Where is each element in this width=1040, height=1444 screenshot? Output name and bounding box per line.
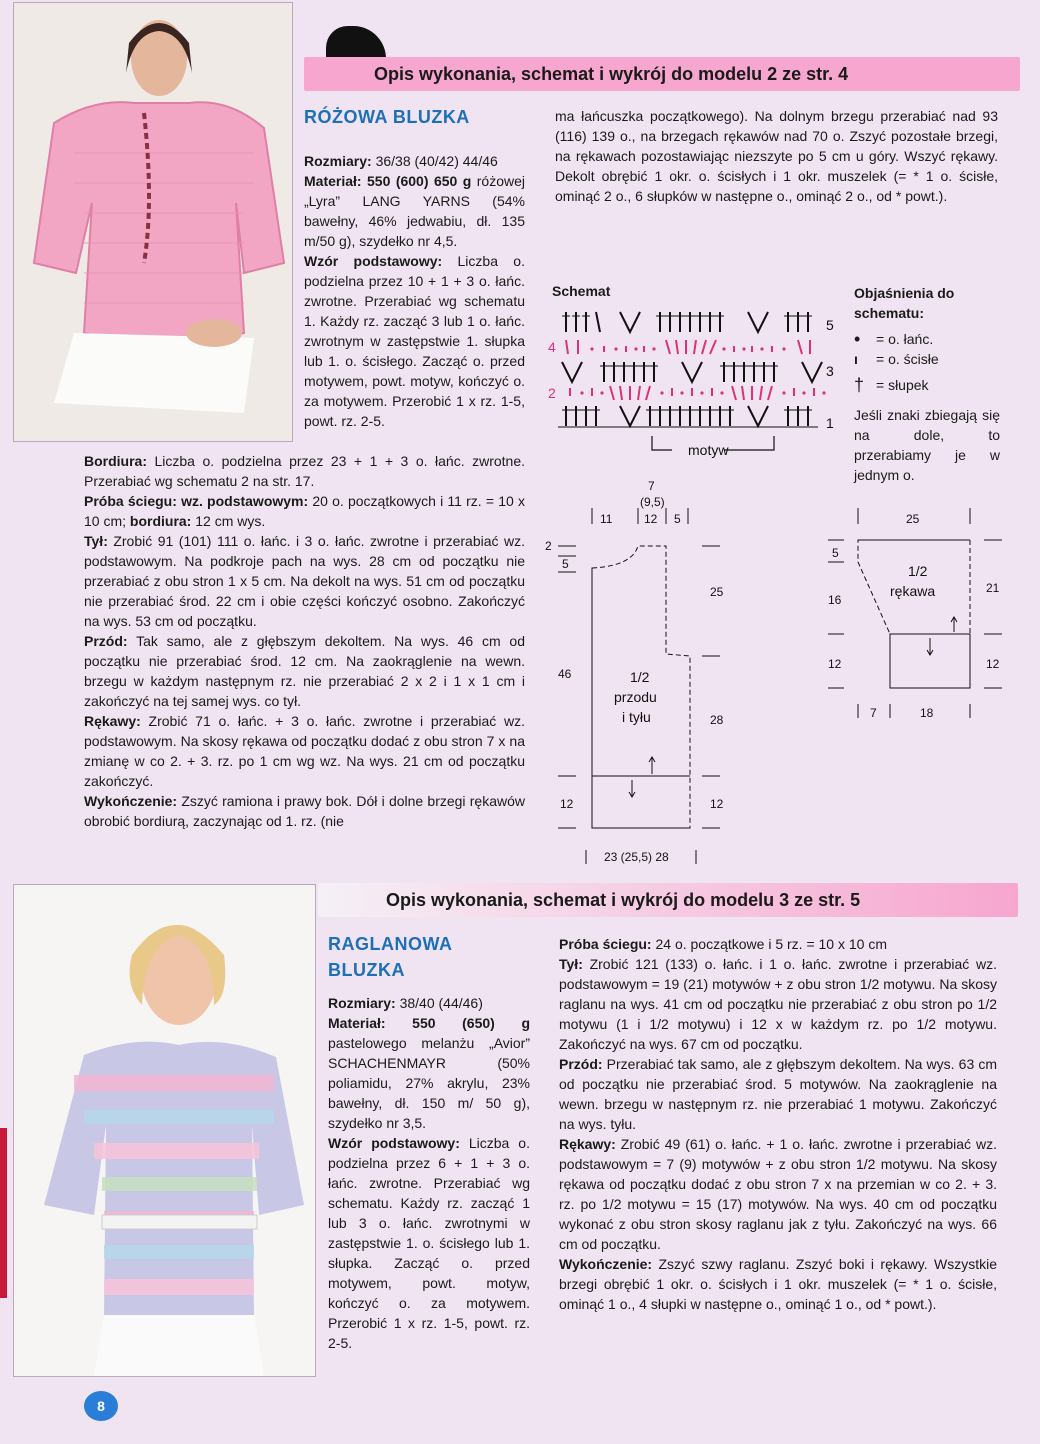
body-dim-11: 11 — [600, 512, 613, 526]
body-dim-28: 28 — [710, 713, 724, 727]
spec2-pattern: Wzór podstawowy: Liczba o. podzielna przez 6 + 1 + 3 o. łańc. zwrotne. Przerabiać wg schematu. Każdy rz. zacząć 1 lub 3 o. łańc. zwrotnymi w zastępstwie 1. o. ścisłego lub 1. słupka. Zacząć o. przed motywem, powt. motyw, kończyć o. za motywem. Przerobić 1 x rz. 1-5, powt. rz. 2-5. — [328, 1135, 530, 1351]
section1-col1-wide-text — [84, 451, 525, 831]
body-dim-left-5: 5 — [562, 557, 569, 571]
body-dim-5: 5 — [674, 512, 681, 526]
chart-row-5 — [562, 312, 812, 332]
body-pattern-diagram — [540, 478, 740, 868]
motyw-label: motyw — [688, 442, 729, 458]
sleeve-pattern-diagram — [820, 504, 1010, 724]
spec2-front: Przód: Przerabiać tak samo, ale z głębszym dekoltem. Na wys. 63 cm od początku nie przerabiać środ. 5 motywów. Na zaokrąglenie na wewn. brzegu w następnym rz. nie przerabiać 1 motywu. Zakończyć na wys. tyłu. — [559, 1056, 997, 1132]
section2-col2-text — [559, 934, 997, 1314]
spec2-gauge: Próba ściegu: 24 o. początkowe i 5 rz. = 10 x 10 cm — [559, 936, 887, 952]
body-label-1: 1/2 — [630, 669, 650, 685]
chart-row-2-dots — [580, 391, 825, 394]
page-number: 8 — [84, 1391, 118, 1421]
row-number-3: 3 — [826, 363, 834, 379]
single-crochet-icon: ı — [854, 351, 858, 367]
body-dim-bottom: 23 (25,5) 28 — [604, 850, 669, 864]
spec-pattern: Wzór podstawowy: Liczba o. podzielna przez 10 + 1 + 3 o. łańc. zwrotne. Przerabiać wg schematu 1. Każdy rz. zacząć 3 lub 1 o. łańc. zwrotnym w zastępstwie 1. słupka lub 1. o. ścisłego. Zacząć o. przed motywem, powt. motyw, kończyć o. za motywem. Przerobić 1 x rz. 1-5, powt. rz. 2-5. — [304, 253, 525, 429]
section1-col1-text — [304, 151, 525, 431]
section1-title: RÓŻOWA BLUZKA — [304, 107, 470, 127]
body-dim-46: 46 — [558, 667, 572, 681]
row-number-1: 1 — [826, 415, 834, 431]
chart-legend — [854, 283, 1004, 485]
spec2-finishing: Wykończenie: Zszyć szwy raglanu. Zszyć boki i rękawy. Wszystkie brzegi obrębić 1 okr. o. ścisłych i 1 okr. muszelek (= * 1 o. ścisłe, ominąć 1 o., 4 słupki w następne o., ominąć 1 o., od * powt.). — [559, 1256, 997, 1312]
section2-col1-text — [328, 993, 530, 1353]
legend-item-chain: • = o. łańc. — [854, 329, 934, 349]
sleeve-label-2: rękawa — [890, 583, 936, 599]
legend-title: Objaśnienia do schematu: — [854, 285, 955, 321]
model-photo-pink-blouse — [13, 2, 293, 442]
spec2-back: Tył: Zrobić 121 (133) o. łańc. i 1 o. łańc. zwrotne i przerabiać wz. podstawowym = 19 (21) motywów + z obu stron 1/2 motywu. Na skosy raglanu na wys. 41 cm od początku nie przerabiać z obu stron po 1/2 motywu (1 i 1/2 motywu) i 12 x w każdym rz. po 1/2 motywu. Zakończyć na wys. 67 cm od początku. — [559, 956, 997, 1052]
sleeve-label-1: 1/2 — [908, 563, 928, 579]
legend-note: Jeśli znaki zbiegają się na dole, to przerabiamy je w jednym o. — [854, 407, 1000, 483]
model-photo-raglan-blouse — [13, 884, 316, 1377]
section2-banner: Opis wykonania, schemat i wykrój do modelu 3 ze str. 5 — [318, 883, 1018, 917]
legend-item-dc: † = słupek — [854, 375, 929, 395]
double-crochet-icon: † — [854, 375, 865, 395]
sleeve-dim-16: 16 — [828, 593, 842, 607]
body-dim-9-5: (9,5) — [640, 495, 665, 509]
spec-gauge: Próba ściegu: wz. podstawowym: 20 o. początkowych i 11 rz. = 10 x 10 cm; bordiura: 12 cm wys. — [84, 493, 525, 529]
body-dim-12: 12 — [644, 512, 658, 526]
spec-material: Materiał: 550 (600) 650 g różowej „Lyra” LANG YARNS (54% bawełny, 46% jedwabiu, dł. 135 m/50 g), szydełko nr 4,5. — [304, 173, 525, 249]
body-dim-2: 2 — [545, 539, 552, 553]
chart-row-1 — [558, 406, 818, 427]
chart-row-2 — [570, 386, 814, 400]
sleeve-dim-21: 21 — [986, 581, 1000, 595]
chart-row-4-dots — [590, 347, 785, 350]
sleeve-dim-right-12: 12 — [986, 657, 1000, 671]
crochet-chart — [548, 300, 848, 465]
row-number-2: 2 — [548, 385, 556, 401]
spec-sleeves: Rękawy: Zrobić 71 o. łańc. + 3 o. łańc. zwrotne i przerabiać wz. podstawowym. Na skosy rękawa od początku dodać z obu stron 7 x na zmianę w co 2. + 3. rz. po 1 cm wg wz. Na wys. 21 cm od początku zakończyć. — [84, 713, 525, 789]
spec-sizes: Rozmiary: 36/38 (40/42) 44/46 — [304, 153, 498, 169]
schemat-label: Schemat — [552, 283, 611, 299]
sleeve-dim-7: 7 — [870, 706, 877, 720]
spec-finishing: Wykończenie: Zszyć ramiona i prawy bok. Dół i dolne brzegi rękawów obrobić bordiurą, zaczynając od 1. rz. (nie — [84, 793, 525, 829]
chart-row-3 — [562, 362, 822, 382]
spec2-sleeves: Rękawy: Zrobić 49 (61) o. łańc. + 1 o. łańc. zwrotne i przerabiać wz. podstawowym = 7 (9) motywów + z obu stron 1/2 motywu. Na skosy rękawa od początku dodać z obu stron 7 x na przemian w co 2. + 3. rz. po 1/2 motywu = 15 (17) motywów. Na wys. 40 cm od początku wykonać z obu stron skosy raglanu jak z tyłu. Zakończyć na wys. 66 cm od początku. — [559, 1136, 997, 1252]
body-label-2: przodu — [614, 689, 657, 705]
spec2-sizes: Rozmiary: 38/40 (44/46) — [328, 995, 483, 1011]
left-edge-bar — [0, 1128, 7, 1298]
row-number-5: 5 — [826, 317, 834, 333]
chart-row-4 — [566, 340, 810, 354]
sleeve-dim-5: 5 — [832, 546, 839, 560]
sleeve-dim-25: 25 — [906, 512, 920, 526]
body-dim-right-12: 12 — [710, 797, 724, 811]
legend-item-sc: ı = o. ścisłe — [854, 351, 939, 367]
sleeve-dim-left-12: 12 — [828, 657, 842, 671]
row-number-4: 4 — [548, 339, 556, 355]
spec-border: Bordiura: Liczba o. podzielna przez 23 + 1 + 3 o. łańc. zwrotne. Przerabiać wg schematu 2 na str. 17. — [84, 453, 525, 489]
sleeve-dim-18: 18 — [920, 706, 934, 720]
section1-banner: Opis wykonania, schemat i wykrój do modelu 2 ze str. 4 — [304, 57, 1020, 91]
spec-back: Tył: Zrobić 91 (101) 111 o. łańc. i 3 o. łańc. zwrotne i przerabiać wz. podstawowym. Na podkroje pach na wys. 28 cm od początku nie przerabiać z obu stron 1 x 5 cm. Na dekolt na wys. 51 cm od początku nie przerabiać środ. 22 cm i obie części kończyć osobno. Zakończyć na wys. 53 cm od początku. — [84, 533, 525, 629]
spec-front: Przód: Tak samo, ale z głębszym dekoltem. Na wys. 46 cm od początku nie przerabiać środ. 12 cm. Na zaokrąglenie na wewn. brzegu w każdym następnym rz. nie przerabiać 2 x 2 i 1 x 1 cm i zakończyć na tej samej wys. co tył. — [84, 633, 525, 709]
section2-title: RAGLANOWA BLUZKA — [328, 934, 453, 980]
section1-col2-text: ma łańcuszka początkowego). Na dolnym brzegu przerabiać nad 93 (116) 139 o., na brzegach rękawów nad 70 o. Zszyć pozostałe brzegi, na rękawach pozostawiając niezszyte po 5 cm u góry. Wszyć rękawy. Dekolt obrębić 1 okr. o. ścisłych i 1 okr. muszelek (= * 1 o. ścisłe, ominąć 2 o., 6 słupków w następne o., ominąć 2 o., od * powt.). — [555, 108, 998, 204]
spec2-material: Materiał: 550 (650) g pastelowego melanżu „Avior” SCHACHENMAYR (50% poliamidu, 27% akrylu, 23% bawełny, dł. 150 m/ 50 g), szydełko nr 3,5. — [328, 1015, 530, 1131]
raglan-blouse-illustration — [14, 885, 315, 1376]
chain-stitch-icon: • — [854, 329, 861, 349]
pink-blouse-illustration — [14, 3, 292, 441]
body-dim-7: 7 — [648, 479, 655, 493]
body-dim-25: 25 — [710, 585, 724, 599]
body-label-3: i tyłu — [622, 709, 651, 725]
body-dim-left-12: 12 — [560, 797, 574, 811]
